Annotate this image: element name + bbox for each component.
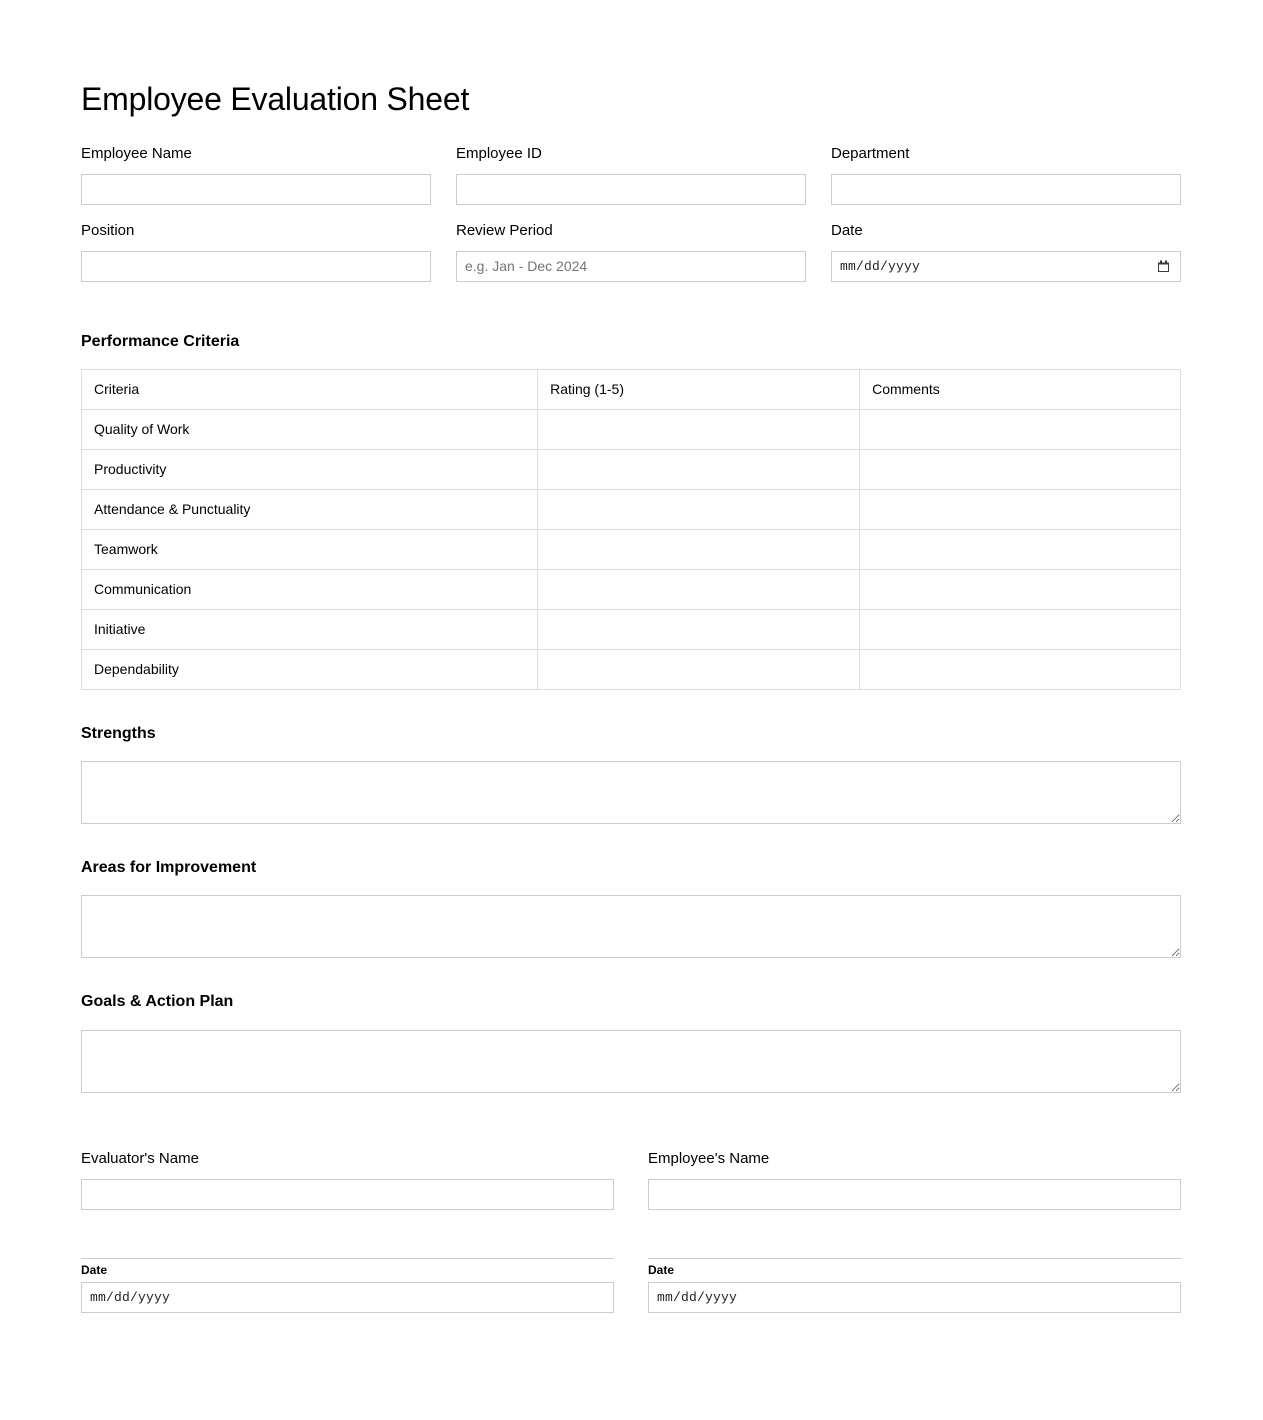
label-review-period: Review Period [456,221,553,239]
table-row [82,529,1181,569]
performance-criteria-heading: Performance Criteria [81,332,240,350]
employee-signature-name-input[interactable] [648,1179,1181,1210]
employee-signature-line [648,1258,1181,1259]
criteria-label: Attendance & Punctuality [82,489,538,529]
areas-for-improvement-heading: Areas for Improvement [81,859,257,877]
comments-cell[interactable] [860,489,1181,529]
label-employee-name: Employee Name [81,144,192,162]
field-review-period [456,221,806,282]
label-evaluator-name: Evaluator's Name [81,1149,199,1167]
criteria-label: Dependability [82,649,538,689]
date-input-value: mm/dd/yyyy [840,258,921,274]
goals-action-plan-heading: Goals & Action Plan [81,993,234,1011]
table-row [82,609,1181,649]
employee-name-input[interactable] [81,174,431,205]
field-date [831,221,1181,282]
field-department [831,144,1181,205]
criteria-label: Initiative [82,609,538,649]
comments-cell[interactable] [860,649,1181,689]
position-input[interactable] [81,251,431,282]
calendar-icon[interactable] [1157,260,1170,273]
criteria-label: Productivity [82,449,538,489]
date-input[interactable] [831,251,1181,282]
table-row [82,569,1181,609]
rating-cell[interactable] [538,529,860,569]
signature-section [81,1149,1182,1313]
label-employee-date: Date [648,1262,675,1277]
evaluator-signature-line [81,1258,614,1259]
column-header-criteria: Criteria [82,369,538,409]
table-row [82,489,1181,529]
table-row [82,409,1181,449]
areas-for-improvement-textarea[interactable] [81,895,1181,958]
rating-cell[interactable] [538,489,860,529]
table-row [82,449,1181,489]
rating-cell[interactable] [538,409,860,449]
label-date: Date [831,221,863,239]
info-field-row-1 [81,144,1182,221]
table-row [82,649,1181,689]
evaluator-signature-block [81,1149,614,1313]
comments-cell[interactable] [860,449,1181,489]
strengths-textarea[interactable] [81,761,1181,824]
evaluator-date-value: mm/dd/yyyy [90,1289,171,1305]
field-employee-name [81,144,431,205]
label-position: Position [81,221,135,239]
goals-action-plan-textarea[interactable] [81,1030,1181,1093]
field-position [81,221,431,282]
employee-id-input[interactable] [456,174,806,205]
strengths-heading: Strengths [81,724,156,742]
employee-signature-block [648,1149,1181,1313]
label-employee-signature-name: Employee's Name [648,1149,770,1167]
comments-cell[interactable] [860,569,1181,609]
info-field-row-2 [81,221,1182,298]
rating-cell[interactable] [538,449,860,489]
evaluator-name-input[interactable] [81,1179,614,1210]
rating-cell[interactable] [538,569,860,609]
label-department: Department [831,144,910,162]
column-header-comments: Comments [860,369,1181,409]
evaluator-date-input[interactable] [81,1282,614,1313]
criteria-label: Communication [82,569,538,609]
performance-criteria-table [81,369,1181,690]
page-title: Employee Evaluation Sheet [81,81,470,117]
criteria-label: Quality of Work [82,409,538,449]
comments-cell[interactable] [860,529,1181,569]
rating-cell[interactable] [538,609,860,649]
employee-date-input[interactable] [648,1282,1181,1313]
column-header-rating: Rating (1-5) [538,369,860,409]
label-employee-id: Employee ID [456,144,542,162]
review-period-input[interactable] [456,251,806,282]
table-header-row [82,369,1181,409]
comments-cell[interactable] [860,409,1181,449]
department-input[interactable] [831,174,1181,205]
rating-cell[interactable] [538,649,860,689]
label-evaluator-date: Date [81,1262,108,1277]
field-employee-id [456,144,806,205]
criteria-label: Teamwork [82,529,538,569]
comments-cell[interactable] [860,609,1181,649]
employee-date-value: mm/dd/yyyy [657,1289,738,1305]
